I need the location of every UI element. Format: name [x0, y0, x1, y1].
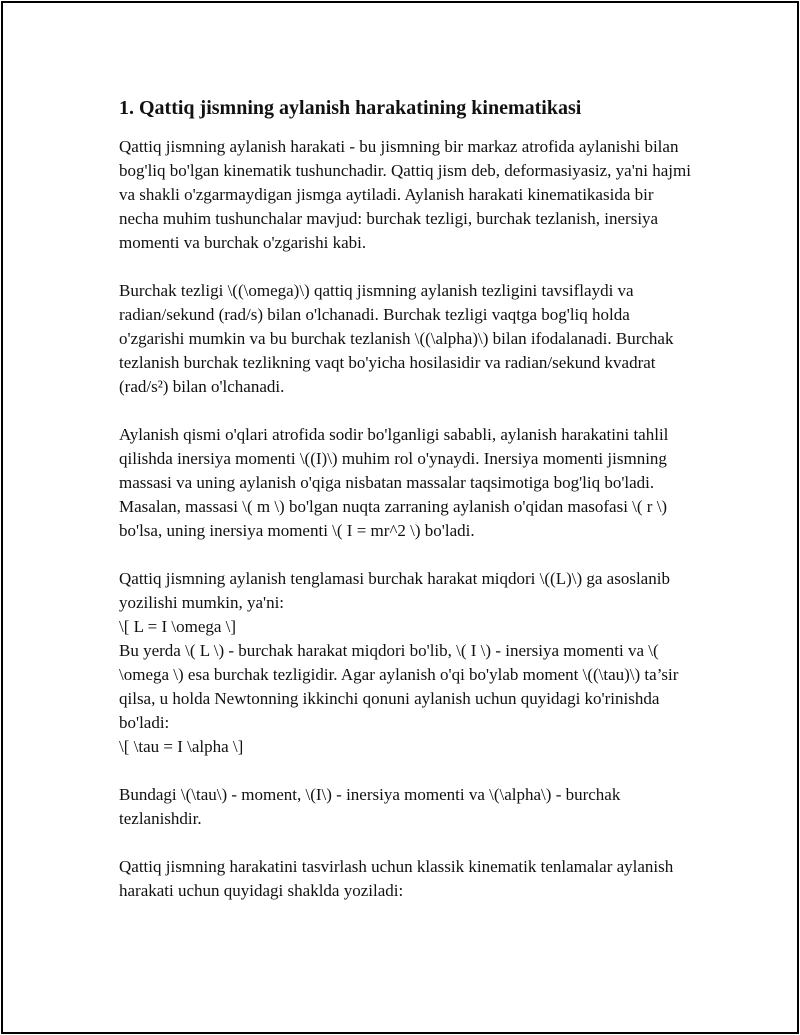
document-body [119, 93, 695, 927]
document-page [1, 1, 799, 1034]
section-title: 1. Qattiq jismning aylanish harakatining kinematikasi [119, 97, 582, 119]
paragraph-kinematic-equations: Qattiq jismning harakatini tasvirlash uchun klassik kinematik tenlamalar aylanish harakati uchun quyidagi shaklda yoziladi: [119, 857, 674, 900]
equation-explanation-text: Bu yerda \( L \) - burchak harakat miqdori bo'lib, \( I \) - inersiya momenti va \( \omega \) esa burchak tezligidir. Agar aylanish o'qi bo'ylab moment \((\tau)\) ta’sir qilsa, u holda Newtonning ikkinchi qonuni aylanish uchun quyidagi ko'rinishda bo'ladi: [119, 641, 679, 732]
paragraph-angular-velocity: Burchak tezligi \((\omega)\) qattiq jismning aylanish tezligini tavsiflaydi va radian/sekund (rad/s) bilan o'lchanadi. Burchak tezligi vaqtga bog'liq holda o'zgarishi mumkin va bu burchak tezlanish \((\alpha)\) bilan ifodalanadi. Burchak tezlanish burchak tezlikning vaqt bo'yicha hosilasidir va radian/sekund kvadrat (rad/s²) bilan o'lchanadi. [119, 281, 674, 396]
paragraph-equations [119, 567, 695, 759]
equation-intro-text: Qattiq jismning aylanish tenglamasi burchak harakat miqdori \((L)\) ga asoslanib yozilishi mumkin, ya'ni: [119, 569, 670, 612]
paragraph-definitions: Bundagi \(\tau\) - moment, \(I\) - inersiya momenti va \(\alpha\) - burchak tezlanishdir. [119, 785, 621, 828]
equation-torque: \[ \tau = I \alpha \] [119, 737, 244, 756]
paragraph-moment-of-inertia: Aylanish qismi o'qlari atrofida sodir bo'lganligi sababli, aylanish harakatini tahlil qilishda inersiya momenti \((I)\) muhim rol o'ynaydi. Inersiya momenti jismning massasi va uning aylanish o'qiga nisbatan massalar taqsimotiga bog'liq bo'ladi. Masalan, massasi \( m \) bo'lgan nuqta zarraning aylanish o'qidan masofasi \( r \) bo'lsa, uning inersiya momenti \( I = mr^2 \) bo'ladi. [119, 425, 669, 540]
equation-angular-momentum: \[ L = I \omega \] [119, 617, 237, 636]
paragraph-intro: Qattiq jismning aylanish harakati - bu jismning bir markaz atrofida aylanishi bilan bog'liq bo'lgan kinematik tushunchadir. Qattiq jism deb, deformasiyasiz, ya'ni hajmi va shakli o'zgarmaydigan jismga aytiladi. Aylanish harakati kinematikasida bir necha muhim tushunchalar mavjud: burchak tezligi, burchak tezlanish, inersiya momenti va burchak o'zgarishi kabi. [119, 137, 691, 252]
